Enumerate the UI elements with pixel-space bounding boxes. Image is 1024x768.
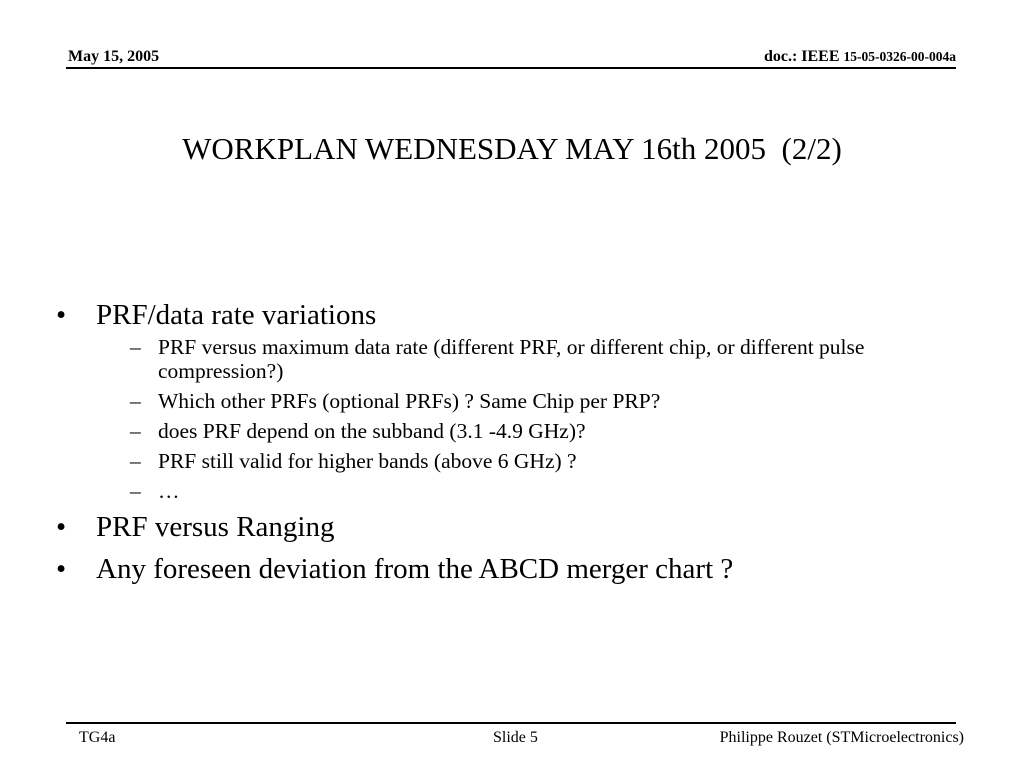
- sub-bullet-item: [96, 419, 976, 443]
- sub-bullet-marker: –: [130, 335, 141, 359]
- bullet-marker: •: [56, 299, 67, 331]
- bullet-text: PRF/data rate variations: [96, 299, 377, 331]
- bullet-marker: •: [56, 553, 67, 585]
- footer-author: Philippe Rouzet (STMicroelectronics): [719, 729, 964, 746]
- header-document-id: [764, 47, 956, 67]
- sub-bullet-marker: –: [130, 449, 141, 473]
- bullet-item: [56, 297, 976, 503]
- sub-bullet-list: [96, 335, 976, 503]
- doc-prefix: doc.: IEEE: [763, 48, 844, 65]
- footer-group-name: TG4a: [79, 729, 116, 746]
- sub-bullet-marker: –: [130, 479, 141, 503]
- bullet-item: [56, 509, 976, 545]
- bullet-text: PRF versus Ranging: [96, 511, 335, 543]
- sub-bullet-item: [96, 479, 976, 503]
- slide-title: WORKPLAN WEDNESDAY MAY 16th 2005 (2/2): [182, 131, 842, 166]
- footer-divider: [66, 722, 956, 724]
- bullet-list: [56, 297, 976, 587]
- header-date: May 15, 2005: [68, 48, 160, 65]
- sub-bullet-item: [96, 335, 976, 383]
- bullet-marker: •: [56, 511, 67, 543]
- sub-bullet-text: PRF versus maximum data rate (different PRF, or different chip, or different pulse compression?): [158, 335, 865, 383]
- sub-bullet-item: [96, 389, 976, 413]
- bullet-text: Any foreseen deviation from the ABCD merger chart ?: [96, 553, 734, 585]
- slide-number: Slide 5: [493, 729, 538, 746]
- sub-bullet-text: Which other PRFs (optional PRFs) ? Same Chip per PRP?: [158, 389, 661, 413]
- header-divider: [66, 67, 956, 69]
- bullet-item: [56, 551, 976, 587]
- sub-bullet-text: PRF still valid for higher bands (above 6 GHz) ?: [158, 449, 577, 473]
- sub-bullet-text: does PRF depend on the subband (3.1 -4.9 GHz)?: [158, 419, 586, 443]
- sub-bullet-item: [96, 449, 976, 473]
- sub-bullet-text: …: [158, 479, 180, 503]
- sub-bullet-marker: –: [130, 389, 141, 413]
- sub-bullet-marker: –: [130, 419, 141, 443]
- doc-number: 15-05-0326-00-004a: [843, 49, 956, 64]
